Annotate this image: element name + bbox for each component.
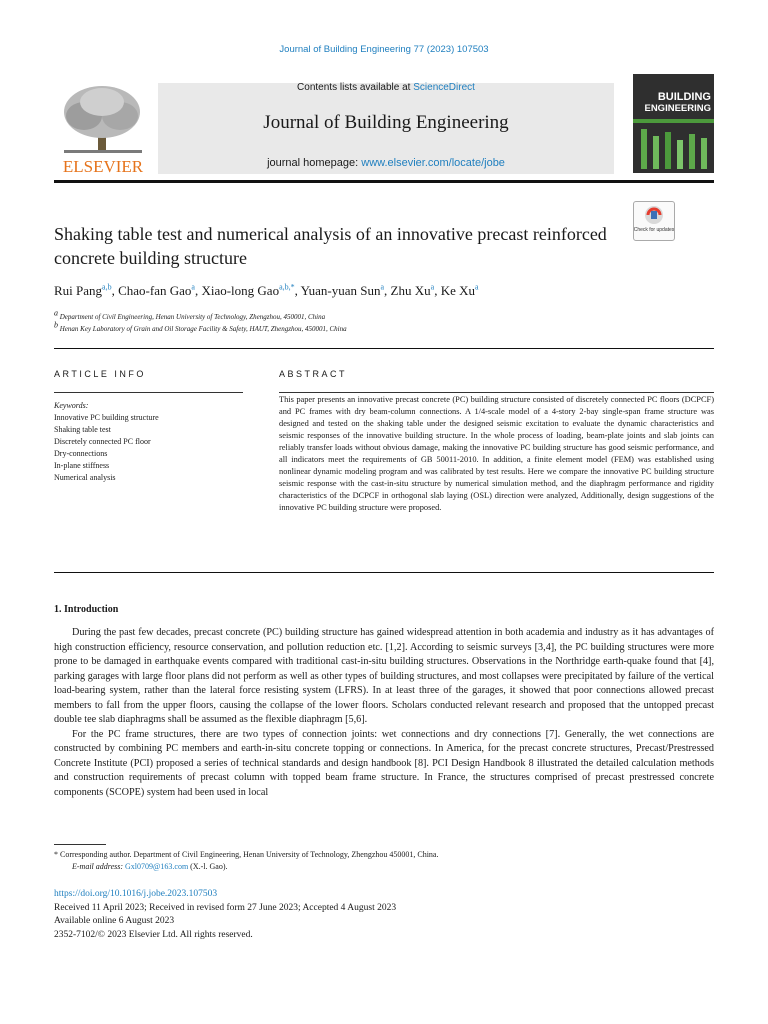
affiliation-b <box>54 320 714 333</box>
elsevier-wordmark: ELSEVIER <box>62 157 144 176</box>
cover-art-icon <box>633 74 714 173</box>
keywords-block <box>54 400 254 484</box>
email-note <box>72 862 732 871</box>
journal-cover-image <box>633 74 714 173</box>
affiliation-mark: b <box>54 320 58 330</box>
author-affiliation-mark[interactable]: a <box>191 282 195 292</box>
introduction-heading: 1. Introduction <box>54 604 119 615</box>
journal-title: Journal of Building Engineering <box>263 112 509 133</box>
tree-logo-icon <box>54 80 152 176</box>
article-title: Shaking table test and numerical analysis of an innovative precast reinforced concrete building structure <box>54 224 607 268</box>
cover-text-building: BUILDING <box>657 91 711 103</box>
keyword-item: Shaking table test <box>54 425 111 434</box>
author-affiliation-mark[interactable]: a <box>430 282 435 292</box>
author-affiliation-mark[interactable]: a <box>474 282 479 292</box>
homepage-link[interactable]: www.elsevier.com/locate/jobe <box>361 157 505 169</box>
author-name[interactable]: Zhu Xu <box>390 283 431 298</box>
cover-text-engineering: ENGINEERING <box>644 103 711 114</box>
paragraph: During the past few decades, precast concrete (PC) building structure has gained widespread attention in both academia and industry as it has advantages of high construction efficiency, resource conservation, and pollution reduction etc. [1,2]. According to seismic surveys [3,4], the PC building structures were more prone to be damaged in earthquake events compared with traditional cast-in-situ building structures. Observations in the Northridge earth-quake found that [4], parking garages with large floor plans did not perform as well as other types of building structures, and most collapses were precipitated by failure of the vertical load-bearing system, rather than the lateral force resisting system (LFRS). In at least three of the garages, it showed that poor connections allowed precast members to fall from the upper floors, causing the collapse of the lower floors. Scholars conducted relevant research and proposed that the untopped precast double tee slab diaphragms shall be assumed as the flexible diaphragm [5,6]. <box>54 627 714 725</box>
check-updates-label: Check for updates <box>634 227 674 233</box>
article-info-rule <box>54 392 243 393</box>
footnote-rule <box>54 844 106 845</box>
email-suffix: (X.-l. Gao). <box>190 862 228 871</box>
keyword-item: Innovative PC building structure <box>54 413 159 422</box>
section-divider <box>54 572 714 573</box>
affiliation-text: Department of Civil Engineering, Henan University of Technology, Zhengzhou, 450001, China <box>59 313 326 321</box>
author-name[interactable]: Rui Pang <box>54 283 103 298</box>
email-label: E-mail address: <box>72 862 124 871</box>
sciencedirect-link[interactable]: ScienceDirect <box>413 82 475 93</box>
online-date: Available online 6 August 2023 <box>54 916 175 926</box>
abstract-text: This paper presents an innovative precast concrete (PC) building structure consisted of discretely connected PC floors (DCPCF) and PC frames with dry beam-column connections. A 1/4-scale model of a 4-story 2-bay single-span frame structure was designed and tested on the shaking table under the designed seismic excitation to evaluate the dynamic characteristics and seismic responses of the innovative building structure. In the whole process of loading, beam-plate joints and slab joints can reliably transfer loads without obvious damage, making the innovative PC building structure has good seismic performance, and all indicators meet the requirements of GB 50011-2010. In addition, a finite element model (FEM) was established using nonlinear dynamic modeling program and was calibrated by test results. Here we compare the innovative PC building structure seismic response with the cast-in-situ structure by numerical simulation method, and the diaphragm performance and rigidity characteristics of the DCPCF in orthogonal slab laying (OSL) direction were analyzed, Additionally, design suggestions of the innovative PC building structure were proposed. <box>279 395 714 512</box>
author-name[interactable]: Ke Xu <box>440 283 475 298</box>
affiliation-mark: a <box>54 308 58 318</box>
author-name[interactable]: Chao-fan Gao <box>118 283 192 298</box>
contents-line <box>158 82 614 93</box>
journal-reference-link[interactable]: Journal of Building Engineering 77 (2023) 107503 <box>279 44 489 55</box>
keyword-item: In-plane stiffness <box>54 461 110 470</box>
header-divider <box>54 180 714 183</box>
keywords-label: Keywords: <box>54 401 89 410</box>
email-link[interactable]: Gxl0709@163.com <box>125 862 189 871</box>
publication-info <box>54 888 714 942</box>
received-dates: Received 11 April 2023; Received in revised form 27 June 2023; Accepted 4 August 2023 <box>54 902 397 913</box>
introduction-body <box>54 626 714 800</box>
author-list: Rui Pang$^{a,b}$, Chao-fan Gao$^a$, Xiao-long Gao$^{a,b,*}$, Yuan-yuan Sun$^a$, Zhu Xu$^a$, Ke Xu$^a$ <box>54 282 479 298</box>
check-updates-icon <box>634 202 674 240</box>
abstract-rule <box>279 392 714 393</box>
keyword-item: Numerical analysis <box>54 473 116 482</box>
author-name[interactable]: Yuan-yuan Sun <box>300 283 381 298</box>
homepage-prefix: journal homepage: <box>267 157 359 169</box>
elsevier-logo <box>54 80 152 176</box>
author-affiliation-mark[interactable]: a <box>380 282 385 292</box>
homepage-line <box>158 157 614 169</box>
doi-link[interactable]: https://doi.org/10.1016/j.jobe.2023.107503 <box>54 889 218 899</box>
author-affiliation-mark[interactable]: a,b <box>102 282 112 292</box>
paragraph: For the PC frame structures, there are two types of connection joints: wet connections and dry connections [7]. Generally, the wet connections are constructed by combining PC members and earth-in-situ concrete topping or connections. In America, for the precast concrete structures, Precast/Prestressed Concrete Institute (PCI) proposed a series of technical standards and design handbook [8]. PCI Design Handbook 8 illustrated the detailed calculation methods and construction requirements of precast column with topped beam frame structure. In France, the structures comprised of precast prestressed concrete components (SCOPE) system had been used in local <box>54 728 714 798</box>
abstract-heading: ABSTRACT <box>279 369 348 379</box>
section-divider <box>54 348 714 349</box>
corresponding-author-note: * Corresponding author. Department of Civil Engineering, Henan University of Technology, Zhengzhou 450001, China. <box>54 850 439 859</box>
keyword-item: Discretely connected PC floor <box>54 437 151 446</box>
check-for-updates-button[interactable] <box>633 201 675 241</box>
copyright: 2352-7102/© 2023 Elsevier Ltd. All rights reserved. <box>54 929 253 940</box>
contents-prefix: Contents lists available at <box>297 82 411 93</box>
author-name[interactable]: Xiao-long Gao <box>201 283 280 298</box>
author-affiliation-mark[interactable]: a,b,* <box>279 282 295 292</box>
article-info-heading: ARTICLE INFO <box>54 369 146 379</box>
keyword-item: Dry-connections <box>54 449 108 458</box>
affiliation-a <box>54 308 714 321</box>
affiliation-text: Henan Key Laboratory of Grain and Oil Storage Facility & Safety, HAUT, Zhengzhou, 450001, China <box>59 325 347 333</box>
